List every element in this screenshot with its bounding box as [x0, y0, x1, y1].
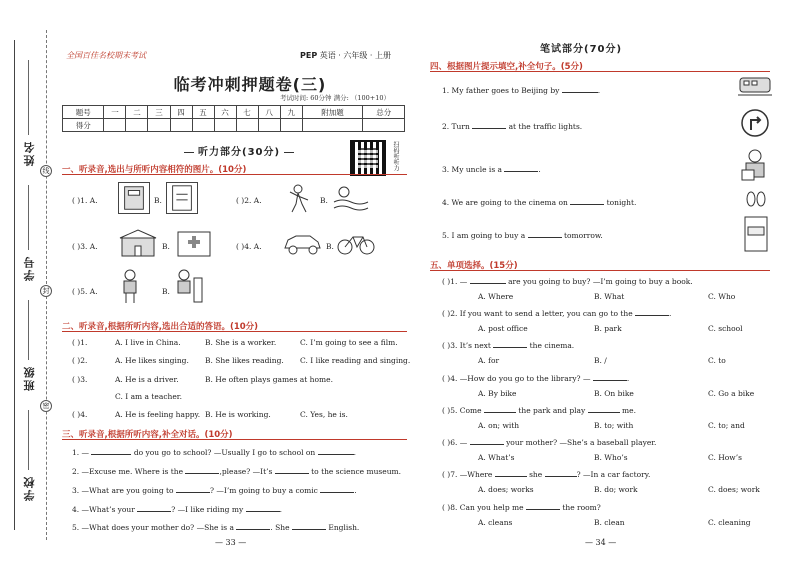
answer-blank[interactable]	[545, 469, 577, 477]
s2-item-2-c: C. I like reading and singing.	[300, 356, 411, 365]
subject-grade	[300, 50, 391, 61]
score-cell: 题号	[63, 106, 104, 119]
s2-item-1-c: C. I’m going to see a film.	[300, 338, 398, 347]
s5-q3-c[interactable]: C. to	[708, 356, 726, 365]
train-image	[738, 72, 772, 98]
score-cell: 二	[126, 106, 148, 119]
answer-blank[interactable]	[137, 504, 171, 512]
text: ( )1. —	[442, 277, 468, 286]
score-cell: 六	[214, 106, 236, 119]
s5-q3	[442, 340, 574, 350]
class-blank	[28, 300, 29, 360]
s5-q4-a[interactable]: A. By bike	[478, 389, 517, 398]
score-cell: 九	[280, 106, 302, 119]
answer-blank[interactable]	[470, 276, 506, 284]
option-b-label: B.	[320, 196, 328, 205]
text: are you going to buy? —I’m going to buy a book.	[508, 277, 693, 286]
answer-blank[interactable]	[484, 405, 516, 413]
text: ( )7. —Where	[442, 470, 493, 479]
s4-line-4	[442, 197, 636, 207]
series-label: 全国百佳名校期末考试	[66, 51, 146, 60]
section-3-title: 三、听录音,根据所听内容,补全对话。(10分)	[62, 430, 233, 440]
text: 5. —What does your mother do? —She is a	[72, 523, 234, 532]
s1-item-2: ( )2. A.	[236, 196, 262, 205]
s2-item-4-a: A. He is feeling happy.	[115, 410, 201, 419]
s1-item-4: ( )4. A.	[236, 242, 262, 251]
s1-item-3: ( )3. A.	[72, 242, 98, 251]
s2-item-4-num: ( )4.	[72, 410, 88, 419]
answer-blank[interactable]	[593, 373, 630, 383]
turn-right-sign-image	[740, 108, 770, 138]
score-input[interactable]	[363, 119, 405, 132]
answer-blank[interactable]	[176, 485, 210, 493]
s5-q4	[442, 373, 629, 383]
s5-q6-c[interactable]: C. How’s	[708, 453, 742, 462]
text: the cinema.	[529, 341, 575, 350]
car-image	[282, 230, 322, 256]
s2-item-2-a: A. He likes singing.	[115, 356, 189, 365]
score-input[interactable]	[258, 119, 280, 132]
s2-item-3-c: C. I am a teacher.	[115, 392, 182, 401]
text: .	[353, 448, 356, 457]
text: ( )2. If you want to send a letter, you can go to the	[442, 309, 633, 318]
text: 4. We are going to the cinema on	[442, 198, 568, 207]
option-b-label: B.	[162, 242, 170, 251]
postman-image	[174, 268, 204, 304]
page-number-left: — 33 —	[215, 538, 247, 547]
s3-line-2	[72, 466, 401, 476]
s4-line-5	[442, 230, 603, 240]
score-value-row	[63, 119, 405, 132]
s4-line-1	[442, 85, 600, 95]
listening-part-title	[180, 143, 298, 158]
written-part-title: 笔试部分(70分)	[540, 44, 623, 55]
score-input[interactable]	[126, 119, 148, 132]
answer-blank[interactable]	[91, 447, 131, 455]
s3-line-5	[72, 522, 359, 532]
s5-q6	[442, 437, 656, 447]
score-cell: 附加题	[302, 106, 363, 119]
seal-seal: 封	[40, 285, 52, 297]
text: ( )6. —	[442, 438, 468, 447]
s5-q8-c[interactable]: C. cleaning	[708, 518, 751, 527]
school-building-image	[118, 228, 158, 258]
s2-item-1-a: A. I live in China.	[115, 338, 181, 347]
book-image	[118, 182, 150, 214]
s2-item-1-b: B. She is a worker.	[205, 338, 277, 347]
answer-blank[interactable]	[318, 447, 354, 455]
score-cell: 三	[148, 106, 170, 119]
s5-q2-a[interactable]: A. post office	[478, 324, 528, 333]
seal-line: 线	[40, 165, 52, 177]
text: .	[669, 309, 672, 318]
answer-blank[interactable]	[526, 502, 560, 510]
s5-q6-b[interactable]: B. Who’s	[594, 453, 628, 462]
answer-blank[interactable]	[495, 469, 527, 477]
text: to the science museum.	[311, 467, 402, 476]
text: .	[538, 165, 541, 174]
s5-q6-a[interactable]: A. What’s	[478, 453, 515, 462]
text: 3. My uncle is a	[442, 165, 503, 174]
section-3-rule	[62, 439, 407, 440]
text: 3. —What are you going to	[72, 486, 174, 495]
dictionary-book-image	[742, 215, 770, 253]
exam-info: 考试时间: 60分钟 满分: （100+10）	[280, 94, 390, 102]
answer-blank[interactable]	[562, 85, 601, 95]
score-table	[62, 105, 405, 132]
text: . She	[270, 523, 290, 532]
s2-item-1-num: ( )1.	[72, 338, 88, 347]
s5-q5-b[interactable]: B. to; with	[594, 421, 634, 430]
binding-line	[14, 40, 15, 530]
answer-blank[interactable]	[472, 121, 506, 129]
dictionary-image	[166, 182, 198, 214]
s5-q8	[442, 502, 601, 512]
answer-blank[interactable]	[635, 308, 672, 318]
s5-q5-a[interactable]: A. on; with	[478, 421, 520, 430]
s1-item-5: ( )5. A.	[72, 287, 98, 296]
score-input[interactable]	[170, 119, 192, 132]
score-cell: 五	[192, 106, 214, 119]
text: me.	[622, 406, 636, 415]
text: ? —I like riding my	[171, 505, 244, 514]
text: ,please? —It’s	[219, 467, 273, 476]
s5-q1-c[interactable]: C. Who	[708, 292, 736, 301]
school-blank	[28, 410, 29, 470]
option-b-label: B.	[326, 242, 334, 251]
text: .	[597, 86, 601, 95]
text: ( )8. Can you help me	[442, 503, 524, 512]
text: your mother? —She’s a baseball player.	[506, 438, 657, 447]
answer-blank[interactable]	[246, 504, 280, 512]
score-cell: 得分	[63, 119, 104, 132]
s5-q5	[442, 405, 636, 415]
school-label: 学校	[23, 475, 36, 501]
s2-item-3-a: A. He is a driver.	[115, 375, 179, 384]
text: ( )5. Come	[442, 406, 482, 415]
s5-q1-b[interactable]: B. What	[594, 292, 625, 301]
section-1-title: 一、听录音,选出与所听内容相符的图片。(10分)	[62, 165, 247, 175]
s2-item-2-b: B. She likes reading.	[205, 356, 284, 365]
answer-blank[interactable]	[185, 466, 219, 474]
section-1-rule	[62, 174, 407, 175]
section-2-rule	[62, 331, 407, 332]
qr-caption: 扫码听听力	[392, 141, 399, 171]
grade-label: 英语 · 六年级 · 上册	[319, 51, 392, 60]
name-blank	[28, 60, 29, 135]
section-2-title: 二、听录音,根据所听内容,选出合适的答语。(10分)	[62, 322, 259, 332]
answer-blank[interactable]	[588, 405, 620, 413]
text: at the traffic lights.	[508, 122, 583, 131]
score-input[interactable]	[104, 119, 126, 132]
score-cell: 一	[104, 106, 126, 119]
s5-q4-b[interactable]: B. On bike	[594, 389, 634, 398]
score-cell: 四	[170, 106, 192, 119]
feet-image	[745, 190, 767, 208]
text: ? —In a car factory.	[576, 470, 651, 479]
text: ? —I’m going to buy a comic	[209, 486, 318, 495]
hospital-image	[174, 226, 214, 258]
text: .	[354, 486, 357, 495]
option-b-label: B.	[162, 287, 170, 296]
s2-item-3-num: ( )3.	[72, 375, 88, 384]
section-5-rule	[430, 270, 770, 271]
text: ( )4. —How do you go to the library? —	[442, 374, 591, 383]
s2-item-4-b: B. He is working.	[205, 410, 271, 419]
score-cell: 八	[258, 106, 280, 119]
s5-q7	[442, 469, 650, 479]
text: ( )3. It’s next	[442, 341, 491, 350]
s4-line-3	[442, 164, 541, 174]
answer-blank[interactable]	[493, 340, 527, 348]
s5-q4-c[interactable]: C. Go a bike	[708, 389, 755, 398]
worker-image	[118, 268, 142, 304]
text: tonight.	[606, 198, 637, 207]
text: .	[626, 374, 630, 383]
s2-item-4-c: C. Yes, he is.	[300, 410, 348, 419]
text: 2. —Excuse me. Where is the	[72, 467, 184, 476]
s5-q3-b[interactable]: B. /	[594, 356, 607, 365]
answer-blank[interactable]	[275, 466, 309, 474]
answer-blank[interactable]	[236, 522, 270, 530]
score-header-row	[63, 106, 405, 119]
score-cell: 总分	[363, 106, 405, 119]
dancing-girl-image	[282, 182, 314, 214]
s5-q8-b[interactable]: B. clean	[594, 518, 625, 527]
s5-q7-b[interactable]: B. do; work	[594, 485, 638, 494]
text: 5. I am going to buy a	[442, 231, 526, 240]
seal-secret: 密	[40, 400, 52, 412]
text: the park and play	[518, 406, 586, 415]
text: .	[279, 505, 282, 514]
answer-blank[interactable]	[570, 197, 604, 205]
score-input[interactable]	[302, 119, 363, 132]
text: English.	[328, 523, 360, 532]
section-4-title: 四、根据图片提示填空,补全句子。(5分)	[430, 62, 583, 72]
answer-blank[interactable]	[470, 437, 504, 445]
option-b-label: B.	[154, 196, 162, 205]
answer-blank[interactable]	[292, 522, 326, 530]
page-title: 临考冲刺押题卷(三)	[173, 75, 327, 94]
score-input[interactable]	[148, 119, 170, 132]
text: 4. —What’s your	[72, 505, 135, 514]
listening-part-text: 听力部分(30分)	[198, 147, 281, 158]
score-input[interactable]	[280, 119, 302, 132]
s5-q8-a[interactable]: A. cleans	[478, 518, 513, 527]
text: the room?	[562, 503, 601, 512]
text: 1. —	[72, 448, 90, 457]
s2-item-3-b: B. He often plays games at home.	[205, 375, 333, 384]
number-blank	[28, 185, 29, 250]
binding-strip	[0, 0, 60, 564]
pep-label: PEP	[300, 51, 318, 60]
s5-q1-a[interactable]: A. Where	[478, 292, 514, 301]
text: do you go to school? —Usually I go to school on	[133, 448, 316, 457]
s3-line-1	[72, 447, 356, 457]
score-input[interactable]	[192, 119, 214, 132]
s5-q2-b[interactable]: B. park	[594, 324, 622, 333]
text: 1. My father goes to Beijing by	[442, 86, 560, 95]
s5-q3-a[interactable]: A. for	[478, 356, 500, 365]
number-label: 学号	[23, 255, 36, 281]
s4-line-2	[442, 121, 582, 131]
s5-q7-c[interactable]: C. does; work	[708, 485, 760, 494]
reporter-image	[738, 148, 772, 184]
answer-blank[interactable]	[528, 230, 562, 238]
text: tomorrow.	[564, 231, 603, 240]
s2-item-2-num: ( )2.	[72, 356, 88, 365]
section-4-rule	[430, 71, 770, 72]
section-5-title: 五、单项选择。(15分)	[430, 261, 518, 271]
bike-image	[336, 230, 376, 256]
qr-code[interactable]	[350, 140, 386, 176]
answer-blank[interactable]	[504, 164, 541, 174]
score-cell: 七	[236, 106, 258, 119]
s3-line-3	[72, 485, 357, 495]
score-input[interactable]	[236, 119, 258, 132]
s3-line-4	[72, 504, 282, 514]
swimming-image	[332, 180, 370, 214]
page-number-right: — 34 —	[585, 538, 617, 547]
s5-q2-c[interactable]: C. school	[708, 324, 743, 333]
score-input[interactable]	[214, 119, 236, 132]
s5-q5-c[interactable]: C. to; and	[708, 421, 745, 430]
s5-q7-a[interactable]: A. does; works	[478, 485, 534, 494]
answer-blank[interactable]	[320, 485, 357, 495]
name-label: 姓名	[23, 140, 36, 166]
class-label: 班级	[23, 365, 36, 391]
s5-q2	[442, 308, 671, 318]
s1-item-1: ( )1. A.	[72, 196, 98, 205]
text: she	[529, 470, 543, 479]
s5-q1	[442, 276, 693, 286]
text: 2. Turn	[442, 122, 470, 131]
